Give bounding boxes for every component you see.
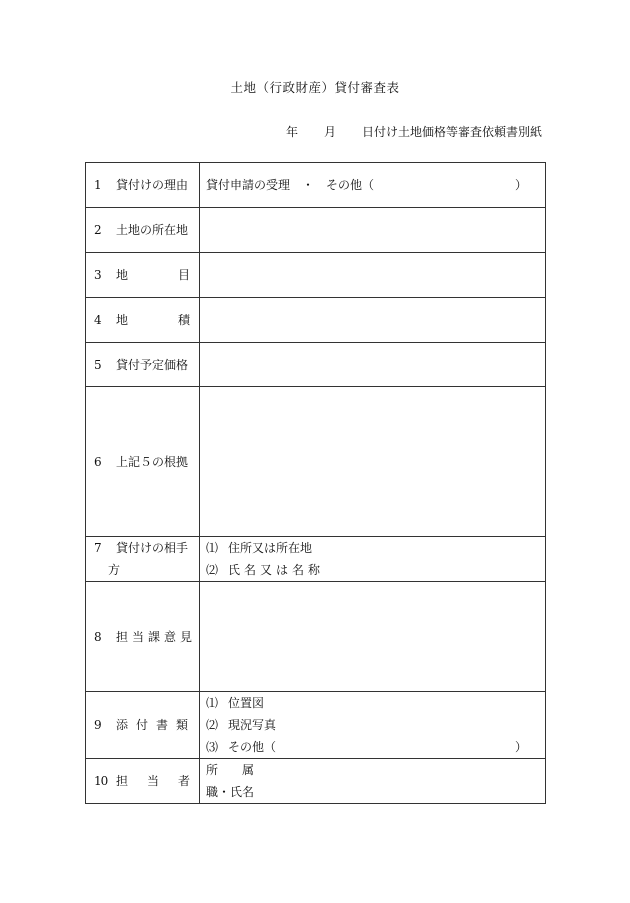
- lease-reason-text: 貸付申請の受理 ・ その他（: [206, 178, 375, 192]
- row-label-reason: [86, 163, 200, 208]
- row-number: 7: [94, 541, 102, 555]
- position-name-label: 職・氏名: [206, 785, 255, 799]
- label-char: 地: [116, 313, 129, 327]
- row-label-text: 貸付けの理由: [116, 178, 189, 192]
- table-row: [86, 253, 546, 298]
- row-number: 4: [94, 313, 102, 327]
- label-char: 担: [116, 774, 129, 788]
- table-row: [86, 163, 546, 208]
- item-marker: ⑴: [206, 541, 219, 555]
- review-form-table: [85, 162, 546, 804]
- label-char: 書: [155, 718, 168, 732]
- label-char: 目: [177, 268, 190, 282]
- row-label-location: [86, 208, 200, 253]
- row-number: 5: [94, 357, 102, 372]
- table-row: [86, 298, 546, 343]
- item-marker: ⑶: [206, 740, 219, 754]
- attachment-item: その他（: [228, 740, 277, 754]
- attachment-item: 現況写真: [228, 718, 277, 732]
- land-category-field[interactable]: [200, 253, 546, 298]
- date-reference-text: 日付け土地価格等審査依頼書別紙: [362, 125, 543, 139]
- year-label: 年: [286, 125, 299, 139]
- department-opinion-field[interactable]: [200, 582, 546, 692]
- row-number: 9: [94, 718, 102, 732]
- row-label-department-opinion: [86, 582, 200, 692]
- counterparty-field[interactable]: [200, 537, 546, 582]
- item-marker: ⑴: [206, 696, 219, 710]
- row-label-text: 貸付予定価格: [116, 357, 189, 372]
- area-field[interactable]: [200, 298, 546, 343]
- attachments-field[interactable]: [200, 692, 546, 759]
- row-label-person-in-charge: [86, 759, 200, 804]
- label-char: 当: [146, 774, 159, 788]
- attachment-item: 位置図: [228, 696, 265, 710]
- table-row: [86, 759, 546, 804]
- row-number: 8: [94, 629, 102, 644]
- row-number: 1: [94, 178, 102, 192]
- table-row: [86, 343, 546, 387]
- row-label-land-category: [86, 253, 200, 298]
- row-number: 10: [94, 774, 108, 788]
- table-row: [86, 582, 546, 692]
- name-label: 氏名又は名称: [228, 563, 325, 577]
- row-number: 3: [94, 268, 102, 282]
- date-reference-line: [286, 123, 542, 140]
- row-label-text: 方: [108, 563, 121, 577]
- row-label-text: 上記５の根拠: [116, 454, 189, 469]
- table-row: [86, 537, 546, 582]
- month-label: 月: [324, 125, 337, 139]
- item-marker: ⑵: [206, 718, 219, 732]
- row-label-area: [86, 298, 200, 343]
- row-number: 6: [94, 454, 102, 469]
- row-label-attachments: [86, 692, 200, 759]
- row-label-text: 土地の所在地: [116, 223, 189, 237]
- address-label: 住所又は所在地: [228, 541, 313, 555]
- table-row: [86, 387, 546, 537]
- affiliation-label: 所 属: [206, 763, 255, 777]
- row-number: 2: [94, 223, 102, 237]
- table-row: [86, 208, 546, 253]
- planned-price-field[interactable]: [200, 343, 546, 387]
- lease-reason-field[interactable]: [200, 163, 546, 208]
- row-label-planned-price: [86, 343, 200, 387]
- close-paren: ）: [514, 178, 527, 192]
- label-char: 類: [175, 718, 188, 732]
- document-title: 土地（行政財産）貸付審査表: [230, 80, 400, 95]
- label-char: 付: [135, 718, 148, 732]
- label-char: 積: [177, 313, 190, 327]
- label-char: 者: [177, 774, 190, 788]
- location-field[interactable]: [200, 208, 546, 253]
- close-paren: ）: [514, 740, 527, 754]
- row-label-text: 貸付けの相手: [116, 541, 189, 555]
- label-char: 地: [116, 268, 129, 282]
- row-label-price-basis: [86, 387, 200, 537]
- price-basis-field[interactable]: [200, 387, 546, 537]
- row-label-text: 担当課意見: [116, 629, 197, 644]
- item-marker: ⑵: [206, 563, 219, 577]
- table-row: [86, 692, 546, 759]
- label-char: 添: [116, 718, 129, 732]
- row-label-counterparty: [86, 537, 200, 582]
- person-in-charge-field[interactable]: [200, 759, 546, 804]
